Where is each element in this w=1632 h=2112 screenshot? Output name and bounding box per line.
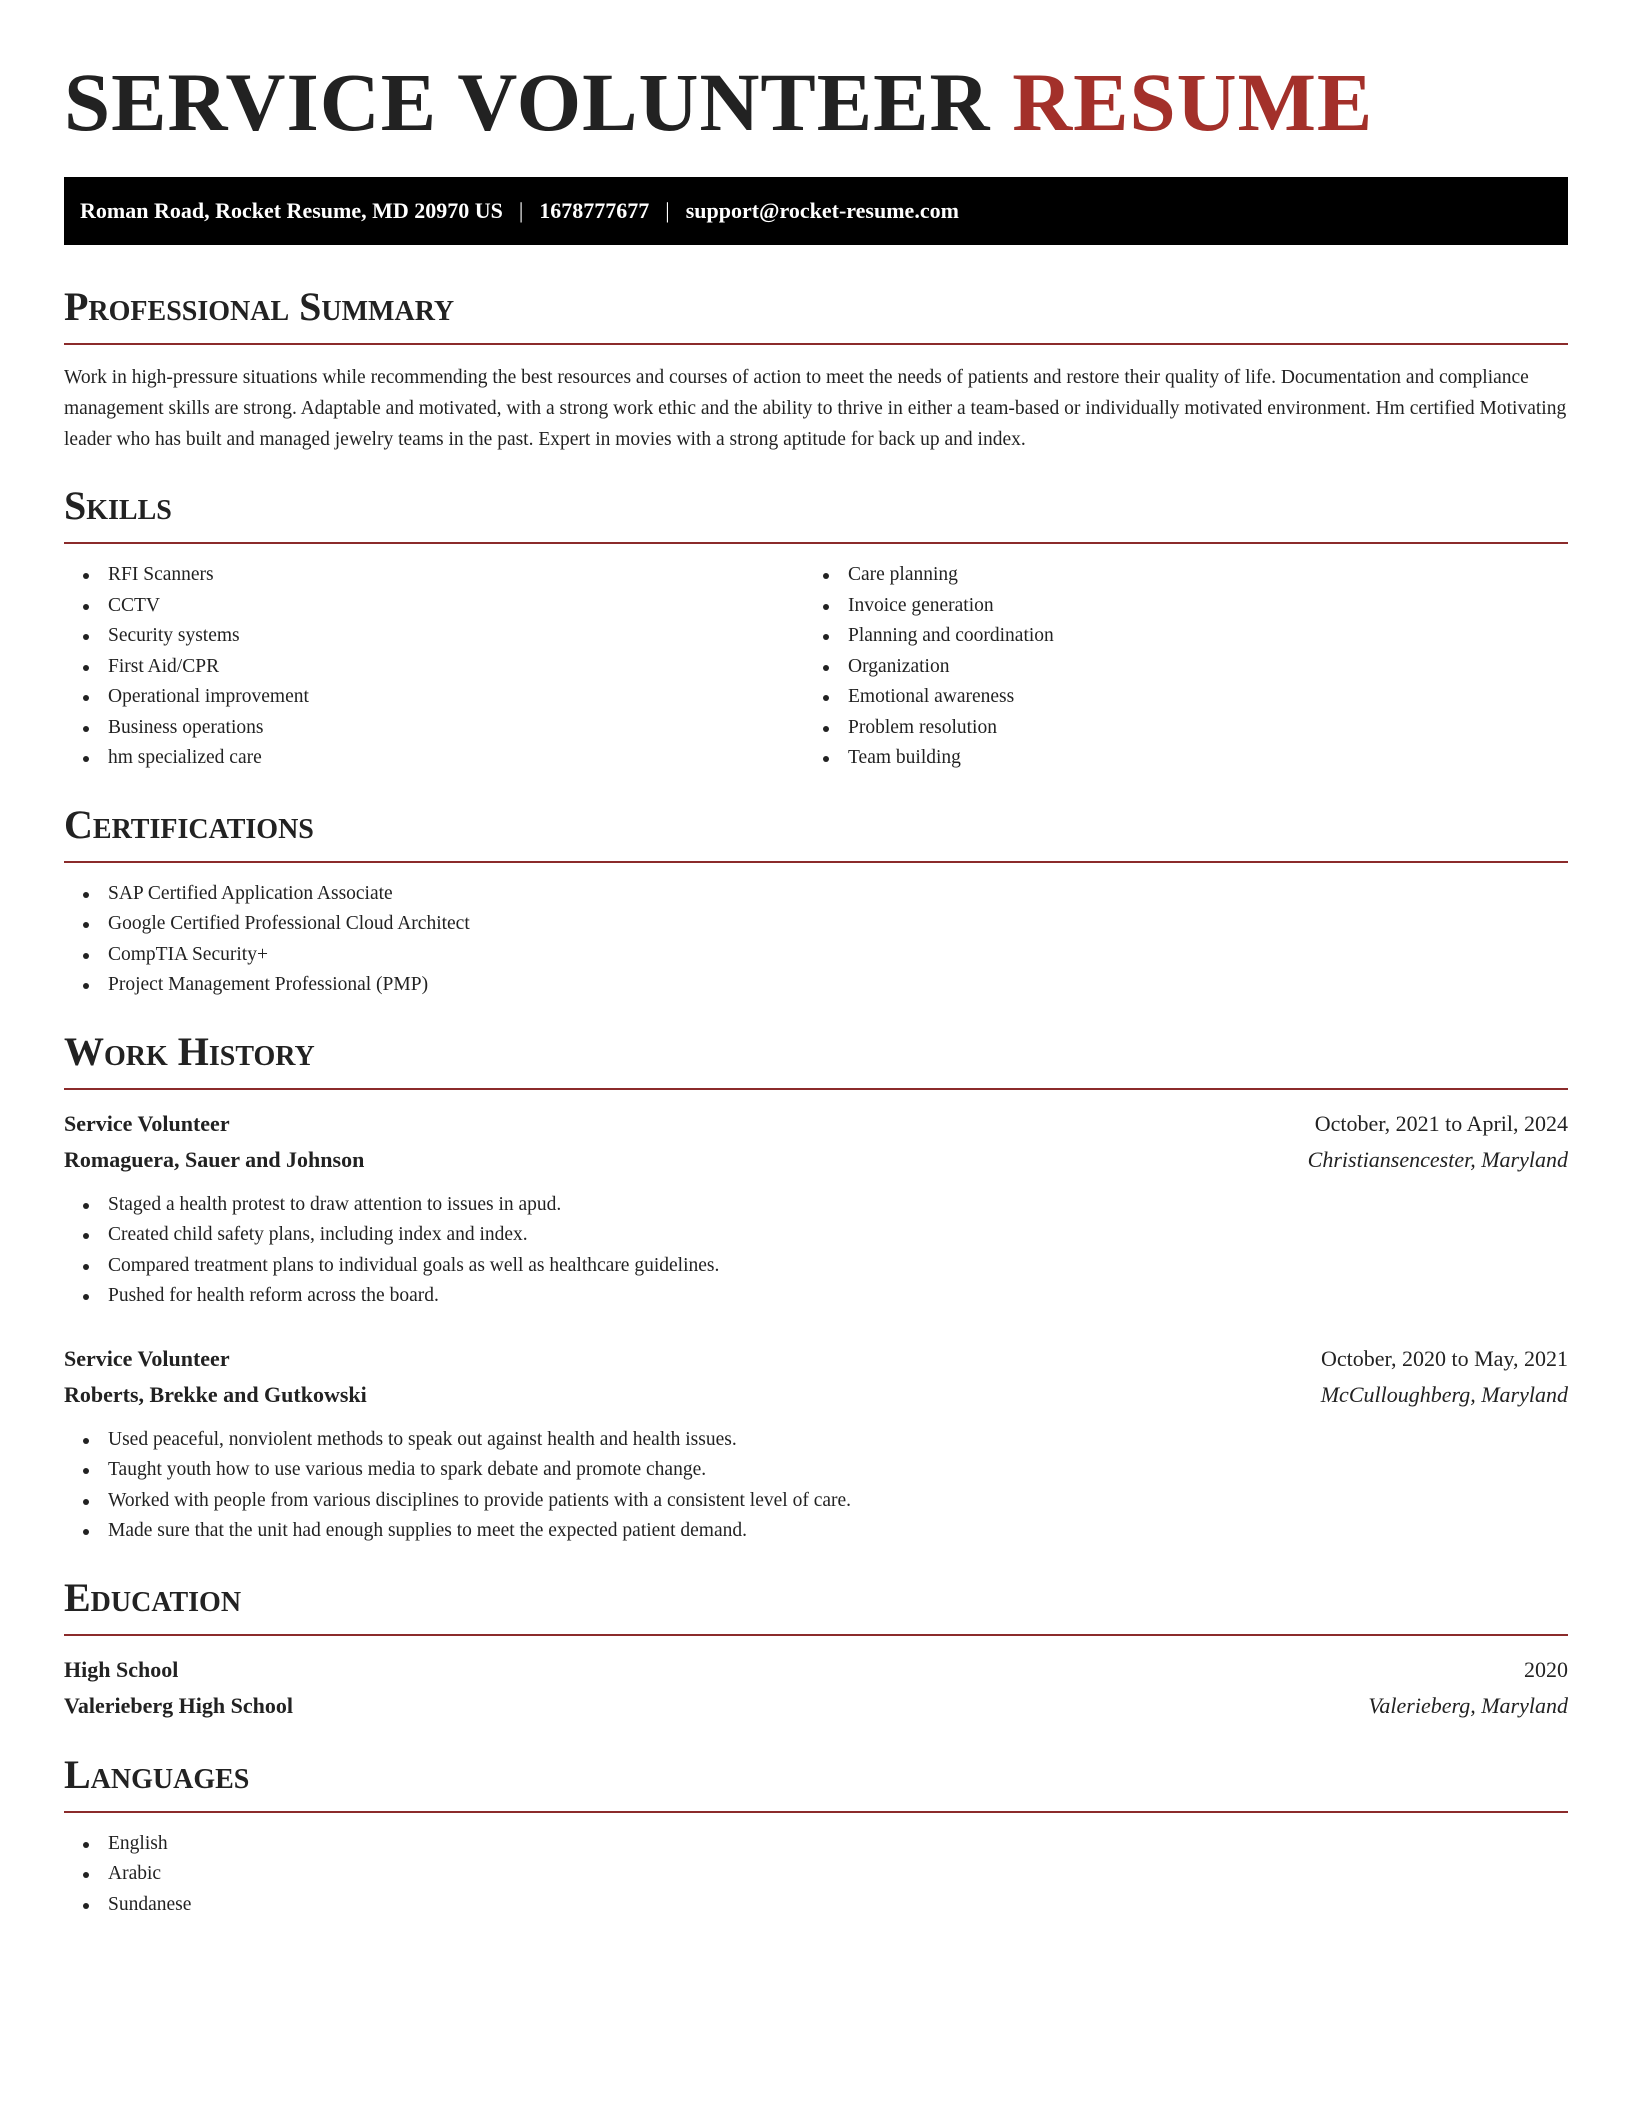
section-divider [64, 343, 1568, 345]
language-item: Sundanese [64, 1890, 1568, 1921]
contact-bar [64, 177, 1568, 245]
job-company: Roberts, Brekke and Gutkowski [64, 1381, 367, 1407]
languages-list [64, 1829, 1568, 1921]
skill-item: Organization [804, 652, 1544, 683]
skills-heading: Skills [64, 483, 172, 528]
job-bullet: Taught youth how to use various media to spark debate and promote change. [64, 1455, 1568, 1486]
education-school: Valerieberg High School [64, 1692, 293, 1718]
summary-text: Work in high-pressure situations while recommending the best resources and courses of action to meet the needs of patients and restore their quality of life. Documentation and compliance management skills are strong. Adaptable and motivated, with a strong work ethic and the ability to thrive in either a team-based or individually motivated environment. Hm certified Motivating leader who has built and managed jewelry teams in the past. Expert in movies with a strong aptitude for back up and index. [64, 367, 1567, 450]
skills-right-list [804, 560, 1544, 774]
section-divider [64, 542, 1568, 544]
skill-item: First Aid/CPR [64, 652, 804, 683]
job-bullet: Made sure that the unit had enough supplies to meet the expected patient demand. [64, 1516, 1568, 1547]
job-bullet: Compared treatment plans to individual goals as well as healthcare guidelines. [64, 1251, 1568, 1282]
education-school-row [64, 1688, 1568, 1724]
resume-title [64, 52, 1568, 152]
contact-separator: | [665, 198, 670, 223]
certifications-section [64, 801, 1568, 1001]
skill-item: Care planning [804, 560, 1544, 591]
job-title: Service Volunteer [64, 1345, 230, 1371]
title-main: SERVICE VOLUNTEER [64, 56, 991, 148]
skill-item: Invoice generation [804, 591, 1544, 622]
skill-item: Security systems [64, 621, 804, 652]
job-bullet: Created child safety plans, including index and index. [64, 1220, 1568, 1251]
education-degree: High School [64, 1656, 179, 1682]
skill-item: hm specialized care [64, 743, 804, 774]
skill-item: CCTV [64, 591, 804, 622]
job-entry [64, 1341, 1568, 1547]
certification-item: Project Management Professional (PMP) [64, 970, 1568, 1001]
skills-grid [64, 560, 1568, 774]
skill-item: Team building [804, 743, 1544, 774]
skill-item: Operational improvement [64, 682, 804, 713]
skills-section [64, 482, 1568, 774]
certification-item: Google Certified Professional Cloud Architect [64, 909, 1568, 940]
language-item: Arabic [64, 1859, 1568, 1890]
job-header-row [64, 1341, 1568, 1377]
skill-item: Planning and coordination [804, 621, 1544, 652]
contact-email: support@rocket-resume.com [685, 198, 959, 223]
title-accent: RESUME [1012, 56, 1374, 148]
education-location: Valerieberg, Maryland [1368, 1692, 1568, 1718]
languages-heading: Languages [64, 1751, 250, 1797]
education-degree-row [64, 1652, 1568, 1688]
job-bullet: Staged a health protest to draw attention to issues in apud. [64, 1190, 1568, 1221]
section-divider [64, 1088, 1568, 1090]
summary-section [64, 283, 1568, 455]
education-section [64, 1574, 1568, 1724]
certifications-heading: Certifications [64, 801, 314, 847]
skill-item: Problem resolution [804, 713, 1544, 744]
education-year: 2020 [1524, 1656, 1568, 1682]
job-header-row [64, 1106, 1568, 1142]
contact-separator: | [518, 198, 524, 223]
section-divider [64, 861, 1568, 863]
job-dates: October, 2021 to April, 2024 [1314, 1110, 1568, 1136]
education-entry [64, 1652, 1568, 1724]
section-divider [64, 1811, 1568, 1813]
skill-item: Emotional awareness [804, 682, 1544, 713]
languages-section [64, 1751, 1568, 1921]
contact-phone: 1678777677 [539, 198, 650, 223]
education-heading: Education [64, 1574, 242, 1620]
certifications-list [64, 879, 1568, 1001]
summary-heading: Professional Summary [64, 284, 455, 329]
job-title: Service Volunteer [64, 1110, 230, 1136]
job-location: McCulloughberg, Maryland [1320, 1381, 1568, 1407]
work-history-heading: Work History [64, 1028, 315, 1074]
job-bullet: Worked with people from various disciplines to provide patients with a consistent level of care. [64, 1486, 1568, 1517]
skill-item: Business operations [64, 713, 804, 744]
work-history-section [64, 1028, 1568, 1547]
job-bullet: Used peaceful, nonviolent methods to speak out against health and health issues. [64, 1425, 1568, 1456]
certification-item: SAP Certified Application Associate [64, 879, 1568, 910]
skill-item: RFI Scanners [64, 560, 804, 591]
job-entry [64, 1106, 1568, 1312]
job-bullet: Pushed for health reform across the board. [64, 1281, 1568, 1312]
job-company-row [64, 1142, 1568, 1178]
job-bullets [64, 1425, 1568, 1547]
job-bullets [64, 1190, 1568, 1312]
job-location: Christiansencester, Maryland [1307, 1146, 1568, 1172]
job-company-row [64, 1377, 1568, 1413]
certification-item: CompTIA Security+ [64, 940, 1568, 971]
job-company: Romaguera, Sauer and Johnson [64, 1146, 365, 1172]
language-item: English [64, 1829, 1568, 1860]
skills-left-list [64, 560, 804, 774]
section-divider [64, 1634, 1568, 1636]
job-dates: October, 2020 to May, 2021 [1321, 1345, 1568, 1371]
contact-address: Roman Road, Rocket Resume, MD 20970 US [80, 198, 503, 223]
